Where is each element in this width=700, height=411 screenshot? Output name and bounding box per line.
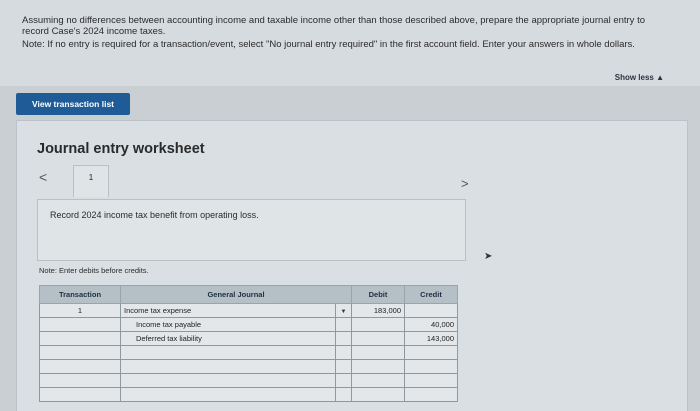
worksheet-title: Journal entry worksheet — [37, 141, 205, 157]
show-less-link[interactable]: Show less ▲ — [614, 73, 664, 82]
chevron-down-icon: ▼ — [340, 309, 347, 315]
debits-note: Note: Enter debits before credits. — [39, 266, 149, 275]
credit-field[interactable]: 40,000 — [405, 318, 458, 332]
debit-field[interactable] — [352, 388, 405, 402]
table-row — [40, 374, 458, 388]
journal-entry-worksheet — [16, 120, 688, 411]
account-dropdown[interactable] — [336, 318, 352, 332]
account-dropdown[interactable] — [336, 360, 352, 374]
instruction-text: Assuming no differences between accounting income and taxable income other than those described above, prepare the appropriate journal entry to record Case's 2024 income taxes. — [22, 15, 645, 37]
account-dropdown[interactable] — [336, 346, 352, 360]
debit-field[interactable] — [352, 318, 405, 332]
debit-field[interactable] — [352, 374, 405, 388]
header-general-journal: General Journal — [121, 286, 352, 304]
account-dropdown[interactable] — [336, 304, 352, 318]
header-transaction: Transaction — [40, 286, 121, 304]
account-field[interactable] — [121, 304, 336, 318]
table-row — [40, 318, 458, 332]
debit-field[interactable]: 183,000 — [352, 304, 405, 318]
table-row — [40, 360, 458, 374]
header-debit: Debit — [352, 286, 405, 304]
account-field[interactable] — [121, 360, 336, 374]
prev-arrow-icon[interactable]: < — [39, 169, 48, 185]
account-field[interactable] — [121, 374, 336, 388]
journal-table — [39, 285, 458, 402]
credit-field[interactable]: 143,000 — [405, 332, 458, 346]
credit-field[interactable] — [405, 388, 458, 402]
mouse-pointer-icon: ➤ — [484, 251, 493, 262]
header-credit: Credit — [405, 286, 458, 304]
account-name: Income tax expense — [124, 306, 192, 315]
transaction-cell — [40, 374, 121, 388]
credit-field[interactable] — [405, 360, 458, 374]
transaction-cell — [40, 388, 121, 402]
transaction-cell — [40, 318, 121, 332]
table-row — [40, 388, 458, 402]
account-dropdown[interactable] — [336, 388, 352, 402]
transaction-description: Record 2024 income tax benefit from operating loss. — [50, 210, 259, 220]
credit-field[interactable] — [405, 374, 458, 388]
account-field[interactable] — [121, 388, 336, 402]
credit-field[interactable] — [405, 304, 458, 318]
table-row — [40, 304, 458, 318]
transaction-cell: 1 — [40, 304, 121, 318]
transaction-cell — [40, 346, 121, 360]
debit-field[interactable] — [352, 346, 405, 360]
next-arrow-icon[interactable]: > — [461, 176, 469, 191]
account-name: Income tax payable — [136, 320, 202, 329]
credit-field[interactable] — [405, 346, 458, 360]
account-field[interactable] — [121, 318, 336, 332]
table-row — [40, 346, 458, 360]
account-dropdown[interactable] — [336, 332, 352, 346]
account-dropdown[interactable] — [336, 374, 352, 388]
account-name: Deferred tax liability — [136, 334, 202, 343]
instructions-panel — [0, 0, 700, 86]
view-transaction-list-button[interactable]: View transaction list — [16, 93, 130, 115]
debit-field[interactable] — [352, 360, 405, 374]
transaction-cell — [40, 332, 121, 346]
instruction-note: Note: If no entry is required for a transaction/event, select "No journal entry required" in the first account field. Enter your answers in whole dollars. — [22, 39, 635, 50]
transaction-cell — [40, 360, 121, 374]
account-field[interactable] — [121, 332, 336, 346]
tab-transaction-1[interactable]: 1 — [73, 165, 109, 197]
debit-field[interactable] — [352, 332, 405, 346]
account-field[interactable] — [121, 346, 336, 360]
transaction-description-box — [37, 199, 466, 261]
table-row — [40, 332, 458, 346]
